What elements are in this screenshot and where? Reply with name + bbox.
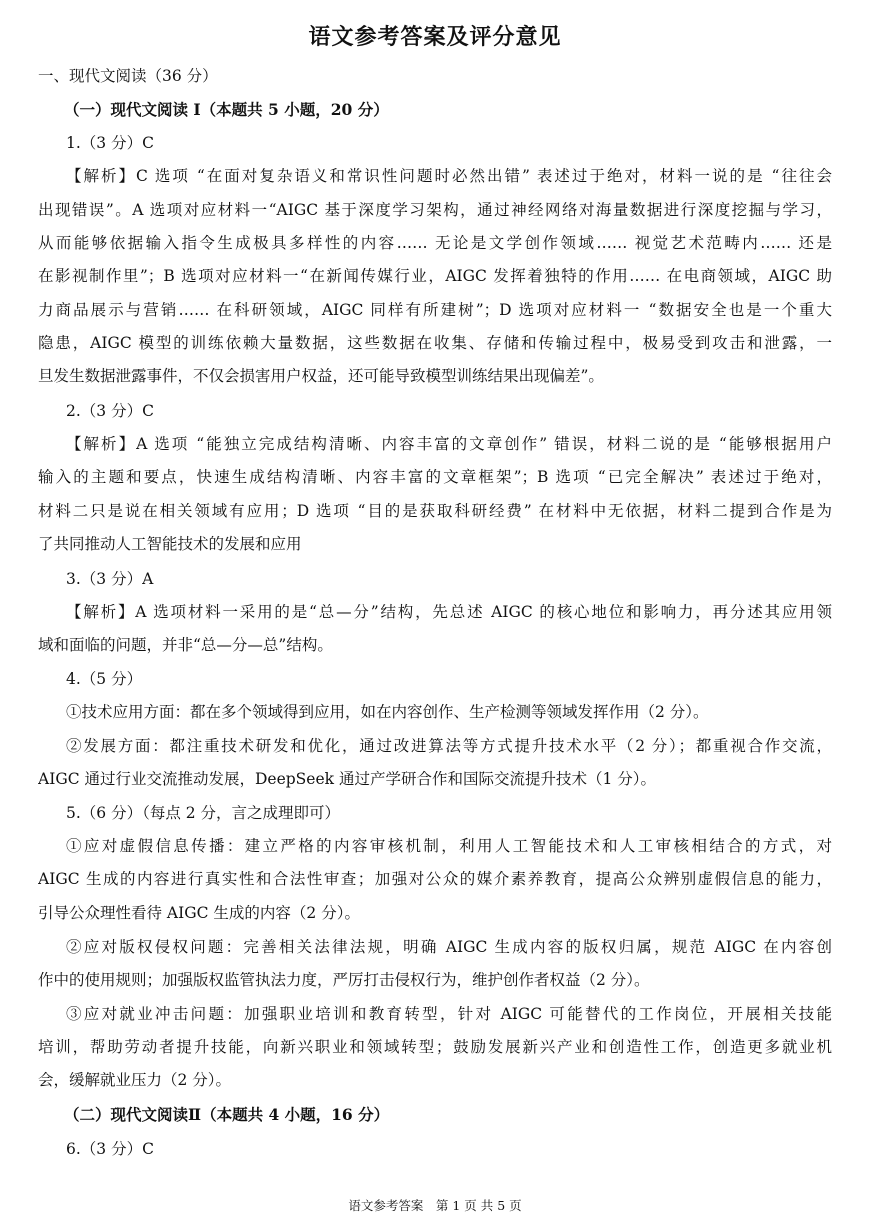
q2-analysis-line: 了共同推动人工智能技术的发展和应用 bbox=[38, 535, 302, 553]
q2-analysis-line: 输入的主题和要点，快速生成结构清晰、内容丰富的文章框架”；B 选项 “已完全解决” 表述过于绝对， bbox=[38, 468, 832, 486]
question-3-answer: 3.（3 分）A bbox=[66, 570, 154, 588]
q2-analysis-line: 【解析】A 选项 “能独立完成结构清晰、内容丰富的文章创作” 错误，材料二说的是 “能够根据用户 bbox=[66, 435, 832, 453]
q5-point-line: 作中的使用规则；加强版权监管执法力度，严厉打击侵权行为，维护创作者权益（2 分）。 bbox=[38, 971, 650, 989]
question-5-answer: 5.（6 分）（每点 2 分，言之成理即可） bbox=[66, 804, 341, 822]
q5-point-line: 引导公众理性看待 AIGC 生成的内容（2 分）。 bbox=[38, 904, 360, 922]
subsection-heading: （二）现代文阅读Ⅱ（本题共 4 小题，16 分） bbox=[64, 1105, 390, 1124]
q1-analysis-line: 出现错误”。A 选项对应材料一“AIGC 基于深度学习架构，通过神经网络对海量数据进行深度挖掘与学习， bbox=[38, 201, 832, 219]
question-1-answer: 1.（3 分）C bbox=[66, 134, 154, 152]
q1-analysis-line: 力商品展示与营销…… 在科研领域，AIGC 同样有所建树”；D 选项对应材料一 “数据安全也是一个重大 bbox=[38, 301, 832, 319]
q1-analysis-line: 在影视制作里”；B 选项对应材料一“在新闻传媒行业，AIGC 发挥着独特的作用…… 在电商领域，AIGC 助 bbox=[38, 267, 832, 285]
question-2-answer: 2.（3 分）C bbox=[66, 402, 154, 420]
q2-analysis-line: 材料二只是说在相关领域有应用；D 选项 “目的是获取科研经费” 在材料中无依据，材料二提到合作是为 bbox=[38, 502, 832, 520]
question-6-answer: 6.（3 分）C bbox=[66, 1140, 154, 1158]
q1-analysis-line: 旦发生数据泄露事件，不仅会损害用户权益，还可能导致模型训练结果出现偏差”。 bbox=[38, 367, 604, 385]
q5-point-line: ①应对虚假信息传播：建立严格的内容审核机制，利用人工智能技术和人工审核相结合的方式，对 bbox=[66, 837, 832, 855]
q3-analysis-line: 【解析】A 选项材料一采用的是“总—分”结构，先总述 AIGC 的核心地位和影响力，再分述其应用领 bbox=[66, 603, 832, 621]
q1-analysis-line: 从而能够依据输入指令生成极具多样性的内容…… 无论是文学创作领域…… 视觉艺术范畴内…… 还是 bbox=[38, 234, 832, 252]
q1-analysis-line: 【解析】C 选项 “在面对复杂语义和常识性问题时必然出错” 表述过于绝对，材料一说的是 “往往会 bbox=[66, 167, 832, 185]
page-title: 语文参考答案及评分意见 bbox=[308, 24, 562, 50]
q5-point-line: ②应对版权侵权问题：完善相关法律法规，明确 AIGC 生成内容的版权归属，规范 AIGC 在内容创 bbox=[66, 938, 832, 956]
q4-point-line: AIGC 通过行业交流推动发展，DeepSeek 通过产学研合作和国际交流提升技术（1 分）。 bbox=[38, 770, 657, 788]
q5-point-line: AIGC 生成的内容进行真实性和合法性审查；加强对公众的媒介素养教育，提高公众辨别虚假信息的能力， bbox=[38, 870, 832, 888]
section-heading: 一、现代文阅读（36 分） bbox=[38, 67, 218, 85]
page-footer: 语文参考答案 第 1 页 共 5 页 bbox=[348, 1198, 522, 1213]
subsection-heading: （一）现代文阅读 I（本题共 5 小题，20 分） bbox=[64, 100, 389, 119]
q5-point-line: ③应对就业冲击问题：加强职业培训和教育转型，针对 AIGC 可能替代的工作岗位，开展相关技能 bbox=[66, 1005, 832, 1023]
q5-point-line: 培训，帮助劳动者提升技能，向新兴职业和领域转型；鼓励发展新兴产业和创造性工作，创造更多就业机 bbox=[38, 1038, 832, 1056]
q4-point-line: ②发展方面：都注重技术研发和优化，通过改进算法等方式提升技术水平（2 分）；都重视合作交流， bbox=[66, 737, 832, 755]
q5-point-line: 会，缓解就业压力（2 分）。 bbox=[38, 1071, 232, 1089]
q1-analysis-line: 隐患，AIGC 模型的训练依赖大量数据，这些数据在收集、存储和传输过程中，极易受到攻击和泄露，一 bbox=[38, 334, 832, 352]
q4-point-line: ①技术应用方面：都在多个领域得到应用，如在内容创作、生产检测等领域发挥作用（2 分）。 bbox=[66, 703, 709, 721]
question-4-answer: 4.（5 分） bbox=[66, 670, 143, 688]
q3-analysis-line: 域和面临的问题，并非“总—分—总”结构。 bbox=[38, 636, 333, 654]
